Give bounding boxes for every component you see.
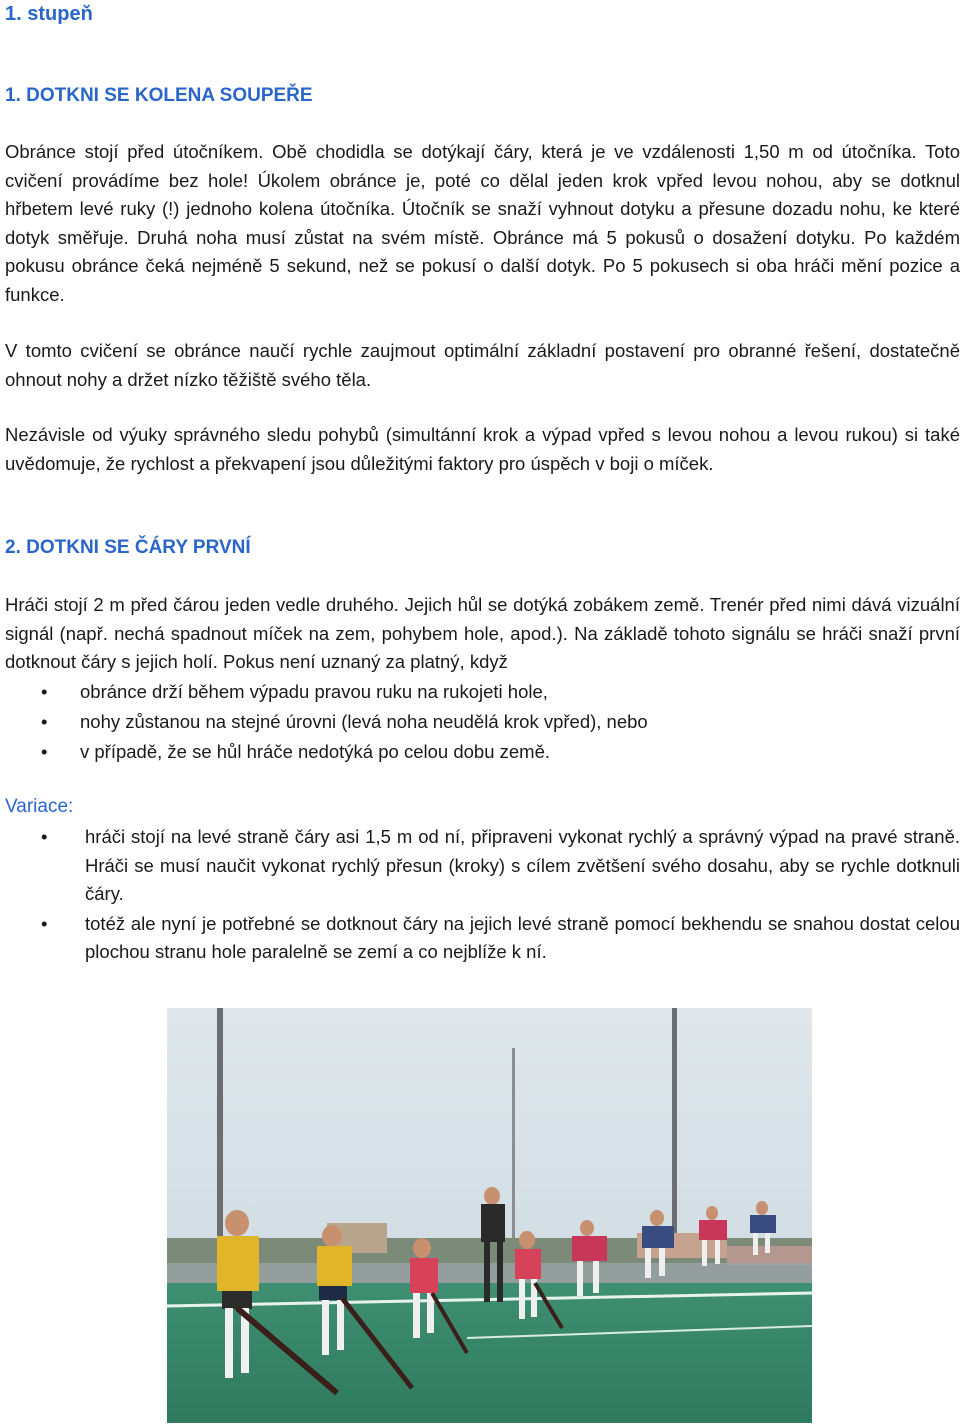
hockey-training-photo [167, 1008, 812, 1423]
section1-paragraph-2: V tomto cvičení se obránce naučí rychle zaujmout optimální základní postavení pro obranné řešení, dostatečně ohnout nohy a držet nízko těžiště svého těla. [5, 340, 960, 390]
list-item: • totéž ale nyní je potřebné se dotknout čáry na jejich levé straně pomocí bekhendu se snahou dostat celou plochou stranu hole paralelně se zemí a co nejblíže k ní. [5, 910, 960, 967]
section1-paragraph-1: Obránce stojí před útočníkem. Obě chodidla se dotýkají čáry, která je ve vzdálenosti 1,50 m od útočníka. Toto cvičení provádíme bez hole! Úkolem obránce je, poté co dělal jeden krok vpřed levou nohou, aby se dotknul hřbetem levé ruky (!) jednoho kolena útočníka. Útočník se snaží vyhnout dotyku a přesune dozadu nohu, ke které dotyk směřuje. Druhá noha musí zůstat na svém místě. Obránce má 5 pokusů o dosažení dotyku. Po každém pokusu obránce čeká nejméně 5 sekund, než se pokusí o další dotyk. Po 5 pokusech si oba hráči mění pozice a funkce. [5, 141, 960, 305]
section1-title: 1. DOTKNI SE KOLENA SOUPEŘE [5, 85, 313, 106]
photo-illustration [167, 1008, 812, 1423]
bullet-icon: • [41, 741, 48, 762]
variants-list [5, 823, 960, 967]
list-item: • v případě, že se hůl hráče nedotýká po celou dobu země. [5, 737, 960, 767]
variants-label: Variace: [5, 796, 74, 817]
section1-paragraph-3: Nezávisle od výuky správného sledu pohybů (simultánní krok a výpad vpřed s levou nohou a levou rukou) si také uvědomuje, že rychlost a překvapení jsou důležitými faktory pro úspěch v boji o míček. [5, 424, 960, 474]
bullet-icon: • [41, 681, 48, 702]
list-item: • obránce drží během výpadu pravou ruku na rukojeti hole, [5, 677, 960, 707]
bullet-icon: • [41, 711, 48, 732]
bullet-icon: • [41, 826, 48, 847]
level-heading: 1. stupeň [5, 3, 93, 25]
section2-paragraph: Hráči stojí 2 m před čárou jeden vedle druhého. Jejich hůl se dotýká zobákem země. Trenér před nimi dává vizuální signál (např. nechá spadnout míček na zem, pohybem hole, apod.). Na základě tohoto signálu se hráči snaží první dotknout čáry s jejich holí. Pokus není uznaný za platný, když [5, 594, 960, 672]
section2-title: 2. DOTKNI SE ČÁRY PRVNÍ [5, 537, 251, 558]
list-item: • hráči stojí na levé straně čáry asi 1,5 m od ní, připraveni vykonat rychlý a správný výpad na pravé straně. Hráči se musí naučit vykonat rychlý přesun (kroky) s cílem zvětšení svého dosahu, aby se rychle dotknuli čáry. [5, 823, 960, 909]
bullet-icon: • [41, 912, 48, 934]
conditions-list [5, 677, 960, 767]
list-item: • nohy zůstanou na stejné úrovni (levá noha neudělá krok vpřed), nebo [5, 707, 960, 737]
